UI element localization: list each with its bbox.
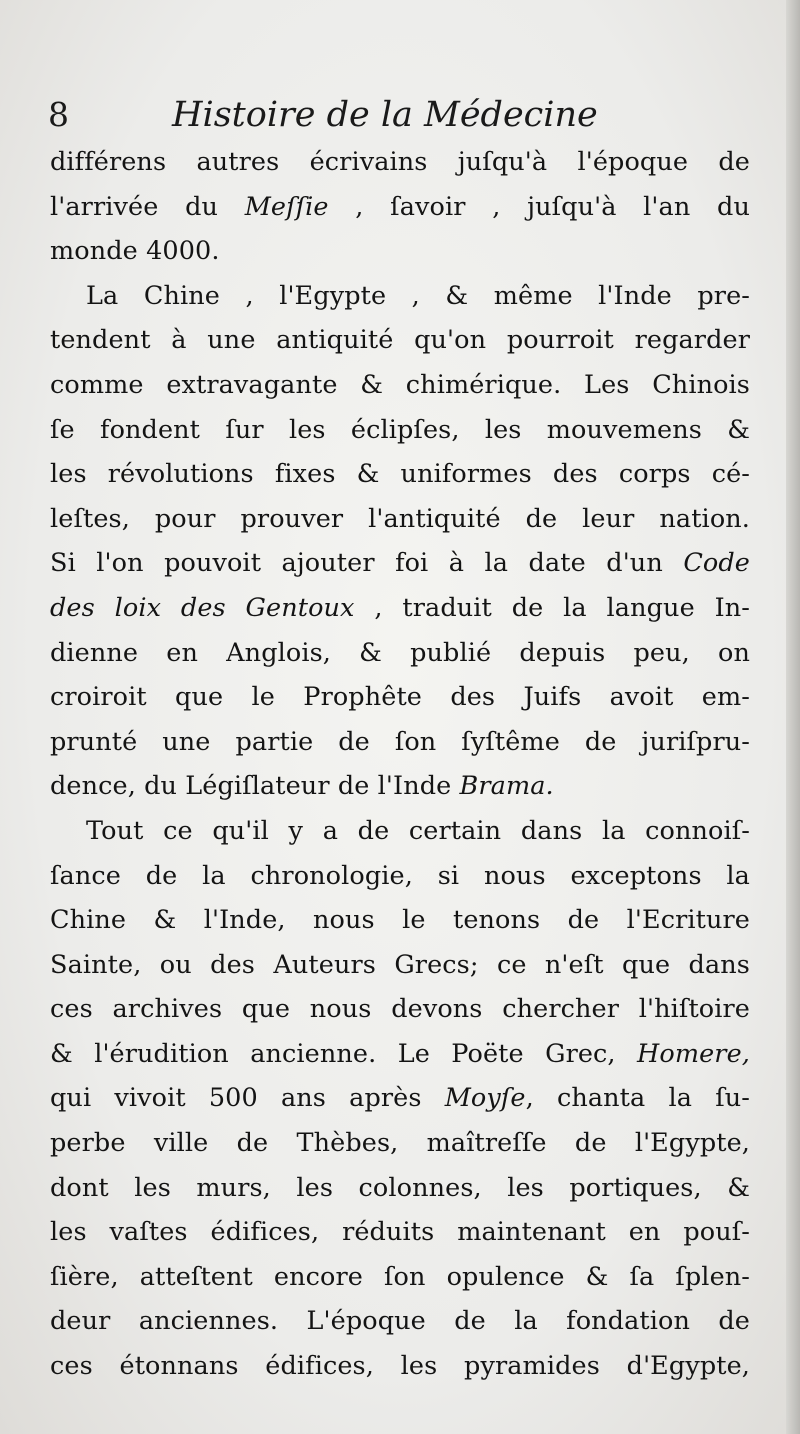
text-line: leſtes, pour prouver l'antiquité de leur nation. (50, 503, 750, 534)
text-line: l'arrivée du Meſſie , ſavoir , juſqu'à l'an du (50, 191, 750, 222)
page-number: 8 (48, 95, 69, 134)
text-line: les révolutions fixes & uniformes des corps cé- (50, 459, 750, 490)
text-line: ces archives que nous devons chercher l'hiſtoire (50, 994, 750, 1025)
text-line: dienne en Anglois, & publié depuis peu, on (50, 637, 750, 668)
running-title: Histoire de la Médecine (172, 95, 598, 135)
body-text (50, 140, 750, 1389)
text-line: Chine & l'Inde, nous le tenons de l'Ecriture (50, 905, 750, 936)
text-line: qui vivoit 500 ans après Moyſe, chanta la ſu- (50, 1083, 750, 1114)
text-line: prunté une partie de ſon ſyſtême de juriſpru- (50, 726, 750, 757)
text-line: ſe fondent ſur les éclipſes, les mouvemens & (50, 414, 750, 445)
page-edge (786, 0, 800, 1434)
text-line: des loix des Gentoux , traduit de la langue In- (50, 592, 751, 623)
paragraph-start-line: Tout ce qu'il y a de certain dans la connoiſ- (86, 815, 750, 846)
text-line: dont les murs, les colonnes, les portiques, & (50, 1172, 750, 1203)
text-line: perbe ville de Thèbes, maîtreſſe de l'Egypte, (50, 1128, 750, 1159)
text-line: les vaſtes édifices, réduits maintenant en pouſ- (50, 1217, 750, 1248)
text-line: ſance de la chronologie, si nous exceptons la (50, 860, 750, 891)
text-line: Sainte, ou des Auteurs Grecs; ce n'eſt que dans (50, 949, 750, 980)
text-line: croiroit que le Prophête des Juifs avoit em- (50, 682, 750, 713)
page-header (48, 92, 748, 142)
text-line: & l'érudition ancienne. Le Poëte Grec, Homere, (50, 1038, 750, 1069)
paragraph-start-line: La Chine , l'Egypte , & même l'Inde pre- (86, 280, 750, 311)
text-line: différens autres écrivains juſqu'à l'époque de (50, 147, 750, 177)
text-line: tendent à une antiquité qu'on pourroit regarder (50, 325, 750, 356)
text-line: comme extravagante & chimérique. Les Chinois (50, 369, 750, 400)
text-line: Si l'on pouvoit ajouter foi à la date d'un Code (50, 548, 750, 579)
text-line: ſière, atteſtent encore ſon opulence & ſa ſplen- (50, 1261, 750, 1292)
text-line: deur anciennes. L'époque de la fondation de (50, 1306, 750, 1337)
text-line: dence, du Légiſlateur de l'Inde Brama. (50, 771, 554, 802)
text-line: ces étonnans édifices, les pyramides d'Egypte, (50, 1351, 750, 1382)
text-line: monde 4000. (50, 236, 220, 267)
